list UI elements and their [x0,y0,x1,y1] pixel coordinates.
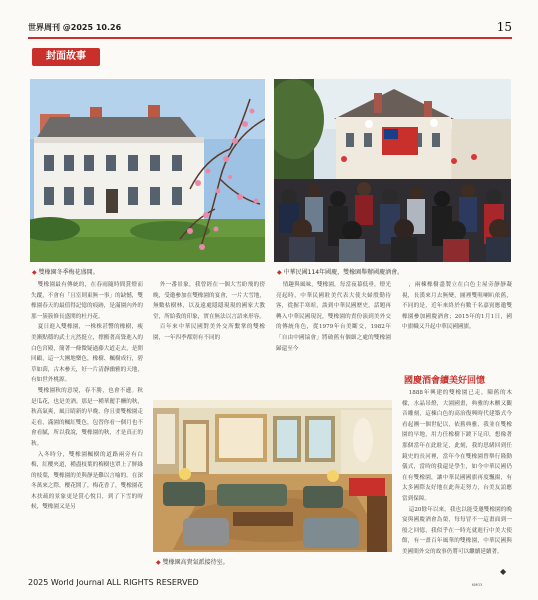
caption-photo1 [32,267,99,276]
paragraph: 雙橡園最有傳統的，在春雨隨時間賞燈而失蹤，不會有「且室則東無一事」的缺憾，雙橡園春天的最值得記憶的痕跡，是滿園內外的那一簇簇修長盛開的杜丹花。 [31,282,143,320]
subheading: 國慶酒會續美好回憶 [404,376,486,386]
page-header [28,20,512,36]
page-number: 15 [496,20,512,34]
photo-mansion-blossoms [30,79,265,262]
caption-marker: ◆ [156,559,161,566]
print-code: KMO3 [472,583,483,587]
text-column-2 [153,280,265,392]
caption-marker: ◆ [277,269,282,276]
caption-photo3 [156,557,229,566]
section-tag: 封面故事 [32,48,100,66]
article-end-mark: ◆ [500,567,507,576]
text-column-1 [31,280,143,568]
header-rule [28,37,512,39]
text-column-4 [402,280,512,366]
photo-national-day-reception [274,79,511,262]
paragraph: 1888年興建的雙橡園已走，陳舊的木樑，水晶吊燈，大園國畫，典雅的木櫃又觀音雕刻，這棟白色的高治復興時代建築式今看起團一個世紀以，依舊典雅，我並在雙橡園的早地，用力任橡樹下踱下足印，想像著那個當年在此駐足，此刻，我的思緒回到任鏡史的長河裡，當年今在雙橡園曾舉行隆動儀式，當時的我還是學生，如今中華民國仍在有雙橡園，讓中華民國國旗再度飄揚，有太多國際友好地在此奔走努力，台美友誼應當到保障。 [402,390,512,502]
copyright-footer: 2025 World Journal ALL RIGHTS RESERVED [28,578,199,587]
paragraph: 百年來中華民國對美外交所繫掌的雙橡園，一年四季都別有不同的 [153,324,265,341]
brand-header: 世界周刊 @2025 10.26 [28,23,122,32]
caption-marker: ◆ [32,269,37,276]
caption-text: 中華民國114年國慶，雙橡園舉辦國慶酒會。 [283,269,404,276]
text-column-5 [402,388,512,568]
paragraph: 入冬時分，雙橡園楓樹的道路兩旁有白梅，紅櫻夾道，種盡枝葉的梅樹也罩上了鮮綠的枝葉，雙橡園的美與靜是難以言喻的。在深冬萬來之際，櫻花開了，梅花香了，雙橡園花木扶疏的景象更是賞心悅目，到了下雪的時候，雙橡園又是另 [31,451,143,511]
caption-text: 雙橡園冬季梅花盛開。 [38,269,99,276]
paragraph: 外一番景象，我曾經在一個大雪紛飛的傍晚，受邀參加在雙橡園的宴會，一片大雪地，無數枯樹林，以及遠處隱隱現現的國家大教堂，所給我的印象，實在無法以言語來形容。 [153,282,265,320]
caption-photo2 [277,267,403,276]
paragraph: 情趣與風味，雙橡園，每當夜幕低垂，燈光亮起時，中華民國駐美代表大使夫婦殷勤待客，從握手寒暄，談到中華民國歷史，話題再轉入中華民國現況，雙橡園的責份演到美外交的傳統角色，從1979年台美斷交，1982年「自由中國協會」將破舊有個細之處的雙橡園歸還至今 [276,282,391,352]
paragraph: ，兩棟橡樹盡製立在白色主屋旁靜靜凝視，長漢來月去無變，圖裡雙咀喇叭依舊，不同的是，近年來終於有數千名嘉賓應邀雙橡園參加國慶酒會；2015年的1月1日，國中旗幟又升起中華民國國旗。 [402,282,512,331]
paragraph: 這20餘年以來，我也以能受邀雙橡園的晚宴與國慶酒會為榮，每每冒不一這畫面到一般之回憶，我似乎在一時光就進行中美大使館，有一畫百年風華的雙橡園，中華民國與美國間外交的故事仍將可以繼續延續著。 [402,506,512,555]
caption-text: 雙橡園高貴氣派接待室。 [162,559,229,566]
paragraph: 夏日進入雙橡園，一株株甚響的橡樹，瘦美漸點穩的武士亢然挺立，撑搬著高聳進入的白色宮殿，簡著一條微疑過藤大道走去，是開回顧，這一大團地樂色，橡樹、楓樹成行，碧草如茵，古木參天，好一片清靜幽雅的天地，有如世外桃源。 [31,324,143,384]
text-column-3 [276,280,391,392]
photo-reception-room [153,400,392,552]
paragraph: 雙橡園秋的意境，春不勝，也會不遜。秋是瓜花，也是美酒。那是一種華麗手酬的秋，秋高氣爽，風日睛新的早晚，你且要雙橡園走走看，滿園的楓紅雙色，包習你看一個月也不會看膩，所以我說，雙橡園的秋，才是真正的秋。 [31,387,143,447]
